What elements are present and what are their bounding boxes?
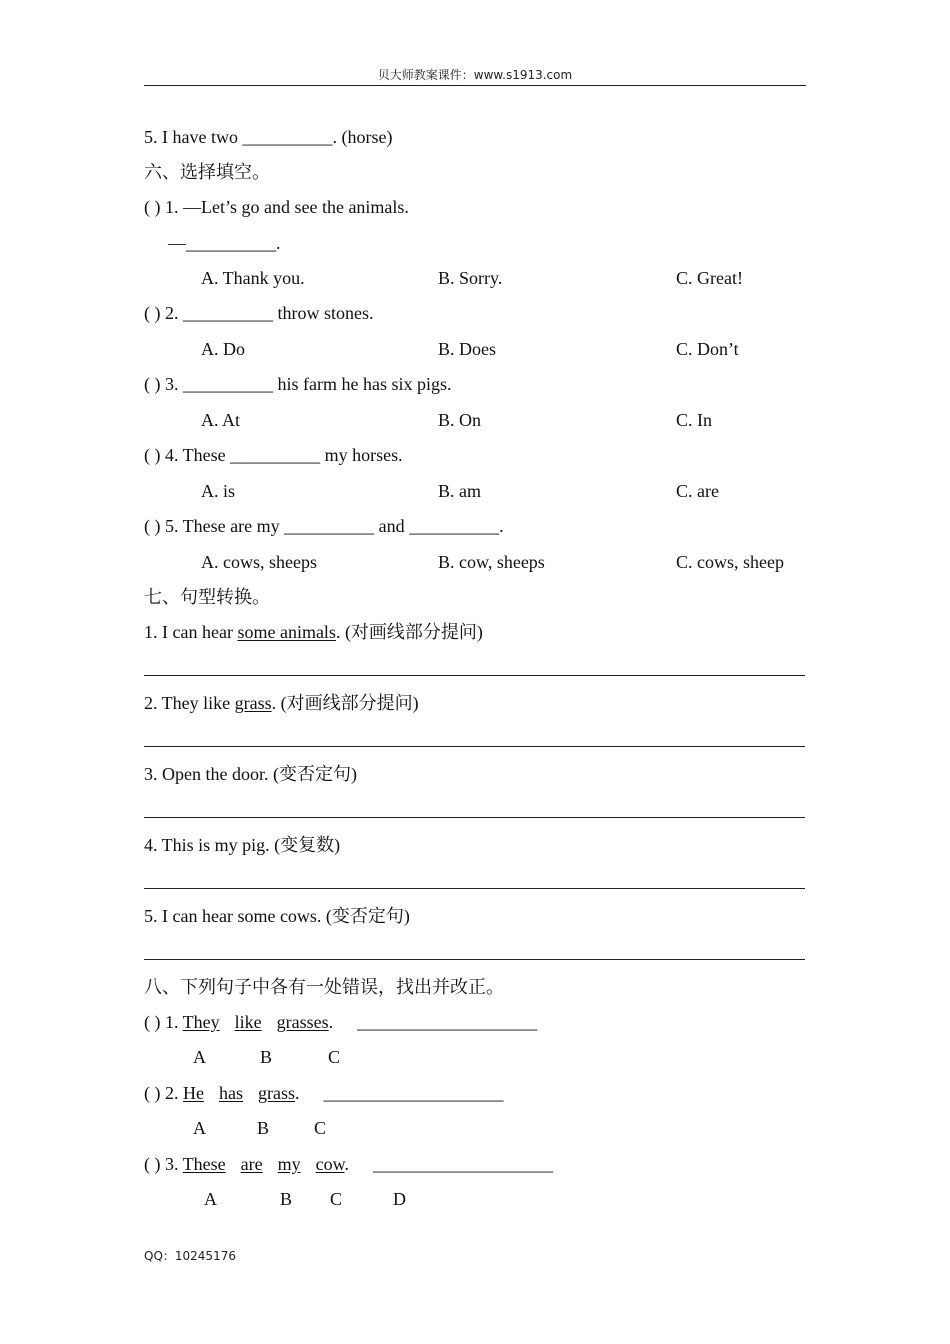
- choice-q3-stem: ( ) 3. __________ his farm he has six pigs.: [144, 374, 452, 394]
- error-q2-word-a: He: [183, 1083, 204, 1103]
- transform-s2-underlined: grass: [234, 693, 272, 713]
- error-q1-label-c: C: [328, 1047, 341, 1067]
- transform-s3: 3. Open the door. (变否定句): [144, 764, 357, 784]
- choice-q3-option-c: C. In: [676, 410, 712, 430]
- error-q2-label-b: B: [257, 1118, 270, 1138]
- transform-s1-underlined: some animals: [237, 622, 336, 642]
- answer-line-s2: [144, 746, 805, 747]
- error-q2-prefix: ( ) 2.: [144, 1083, 183, 1103]
- choice-q2-stem: ( ) 2. __________ throw stones.: [144, 303, 374, 323]
- choice-q2-option-b: B. Does: [438, 339, 496, 359]
- choice-q1-option-b: B. Sorry.: [438, 268, 503, 288]
- error-q3-label-a: A: [204, 1189, 217, 1209]
- error-q1-label-a: A: [193, 1047, 206, 1067]
- error-q1-word-a: They: [182, 1012, 220, 1032]
- error-q1-prefix: ( ) 1.: [144, 1012, 183, 1032]
- answer-line-s4: [144, 888, 805, 889]
- choice-q1-stem: ( ) 1. —Let’s go and see the animals.: [144, 197, 409, 217]
- error-q2-label-c: C: [314, 1118, 327, 1138]
- error-q3-word-b: are: [240, 1154, 263, 1174]
- error-q1: [144, 1011, 537, 1033]
- transform-s1: [144, 621, 483, 643]
- choice-q3-option-b: B. On: [438, 410, 482, 430]
- error-q3-word-c: my: [277, 1154, 301, 1174]
- error-q1-period: .: [328, 1012, 334, 1032]
- choice-q2-option-c: C. Don’t: [676, 339, 739, 359]
- section-6-title: 六、选择填空。: [144, 162, 270, 182]
- choice-q4-stem: ( ) 4. These __________ my horses.: [144, 445, 403, 465]
- choice-q2-option-a: A. Do: [201, 339, 245, 359]
- error-q2: [144, 1082, 504, 1104]
- error-q1-label-b: B: [260, 1047, 273, 1067]
- answer-line-s3: [144, 817, 805, 818]
- transform-s5: 5. I can hear some cows. (变否定句): [144, 906, 410, 926]
- choice-q1-reply: —__________.: [168, 233, 281, 253]
- choice-q1-option-a: A. Thank you.: [201, 268, 305, 288]
- answer-line-s1: [144, 675, 805, 676]
- choice-q5-option-c: C. cows, sheep: [676, 552, 784, 572]
- error-q2-word-b: has: [219, 1083, 243, 1103]
- transform-s4: 4. This is my pig. (变复数): [144, 835, 341, 855]
- transform-s1-pre: 1. I can hear: [144, 622, 238, 642]
- transform-s2: [144, 692, 419, 714]
- error-q1-blank: ____________________: [357, 1012, 538, 1032]
- error-q3-label-c: C: [330, 1189, 343, 1209]
- error-q3-prefix: ( ) 3.: [144, 1154, 183, 1174]
- page-footer: QQ：10245176: [144, 1249, 236, 1263]
- error-q2-blank: ____________________: [323, 1083, 504, 1103]
- error-q2-word-c: grass: [258, 1083, 295, 1103]
- error-q3-label-b: B: [280, 1189, 293, 1209]
- error-q2-label-a: A: [193, 1118, 206, 1138]
- page-header: 贝大师教案课件：www.s1913.com: [377, 68, 573, 82]
- error-q1-word-c: grasses: [276, 1012, 329, 1032]
- choice-q5-option-b: B. cow, sheeps: [438, 552, 545, 572]
- fill-item-5: 5. I have two __________. (horse): [144, 127, 393, 147]
- error-q3: [144, 1153, 553, 1175]
- header-rule: [144, 85, 806, 86]
- choice-q5-stem: ( ) 5. These are my __________ and __________.: [144, 516, 504, 536]
- section-7-title: 七、句型转换。: [144, 587, 270, 607]
- error-q3-word-d: cow: [315, 1154, 345, 1174]
- choice-q4-option-b: B. am: [438, 481, 481, 501]
- choice-q4-option-c: C. are: [676, 481, 719, 501]
- answer-line-s5: [144, 959, 805, 960]
- error-q1-word-b: like: [234, 1012, 262, 1032]
- error-q3-period: .: [344, 1154, 349, 1174]
- section-8-title: 八、下列句子中各有一处错误，找出并改正。: [144, 977, 504, 997]
- choice-q3-option-a: A. At: [201, 410, 241, 430]
- transform-s2-post: . (对画线部分提问): [271, 693, 419, 713]
- transform-s2-pre: 2. They like: [144, 693, 235, 713]
- error-q3-label-d: D: [393, 1189, 406, 1209]
- choice-q5-option-a: A. cows, sheeps: [201, 552, 317, 572]
- transform-s1-post: . (对画线部分提问): [335, 622, 483, 642]
- error-q2-period: .: [295, 1083, 300, 1103]
- error-q3-word-a: These: [182, 1154, 226, 1174]
- choice-q1-option-c: C. Great!: [676, 268, 743, 288]
- error-q3-blank: ____________________: [372, 1154, 553, 1174]
- choice-q4-option-a: A. is: [201, 481, 236, 501]
